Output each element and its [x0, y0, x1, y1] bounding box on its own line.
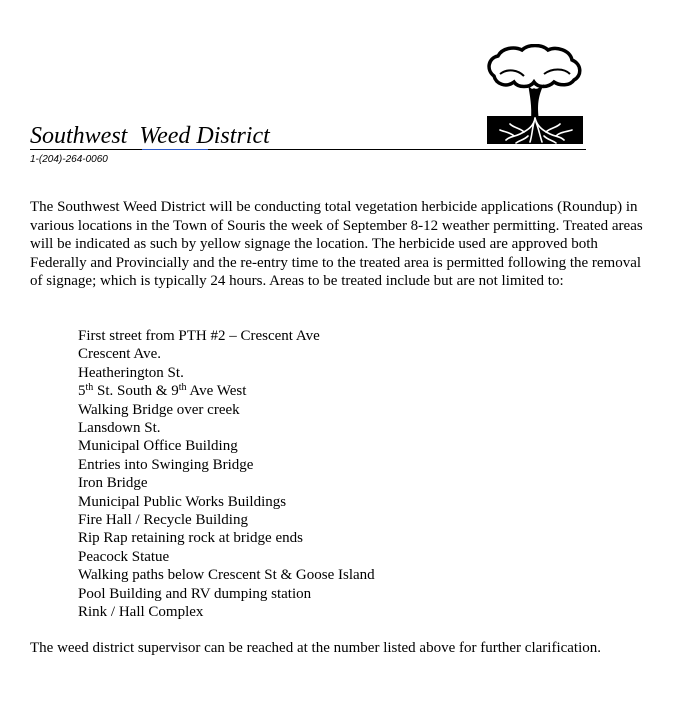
ordinal-suffix: th	[85, 382, 94, 394]
list-item: Municipal Public Works Buildings	[78, 493, 287, 510]
header-rule	[30, 149, 586, 150]
list-item: Peacock Statue	[78, 548, 170, 565]
list-item: Entries into Swinging Bridge	[78, 456, 254, 473]
closing-paragraph: The weed district supervisor can be reached at the number listed above for further clarification.	[30, 640, 602, 656]
list-item-part: St. South & 9	[93, 383, 179, 400]
list-item: Iron Bridge	[78, 475, 148, 492]
list-item: Pool Building and RV dumping station	[78, 585, 312, 602]
list-item: Rink / Hall Complex	[78, 604, 204, 621]
list-item-part: Ave West	[186, 383, 247, 400]
list-item: Lansdown St.	[78, 420, 161, 437]
intro-paragraph: The Southwest Weed District will be conducting total vegetation herbicide applications (Roundup) in various locations in the Town of Souris the week of September 8-12 weather permitting. Treated areas will be indicated as such by yellow signage the location. The herbicide used are approved both Federally and Provincially and the re-entry time to the treated area is permitted following the removal of signage; which is typically 24 hours. Areas to be treated include but are not limited to:	[30, 199, 643, 289]
header-accent-line	[142, 149, 208, 150]
tree-with-roots-logo	[484, 44, 586, 146]
list-item: Heatherington St.	[78, 364, 184, 381]
list-item	[78, 382, 375, 400]
district-title: Southwest Weed District	[30, 123, 270, 149]
location-list	[78, 327, 375, 622]
ordinal-suffix: th	[178, 382, 187, 394]
list-item-part: 5	[78, 383, 86, 400]
list-item: Crescent Ave.	[78, 346, 162, 363]
phone-number: 1-(204)-264-0060	[30, 154, 108, 165]
list-item: Rip Rap retaining rock at bridge ends	[78, 530, 303, 547]
list-item: Municipal Office Building	[78, 438, 238, 455]
list-item: Fire Hall / Recycle Building	[78, 512, 248, 529]
list-item: First street from PTH #2 – Crescent Ave	[78, 328, 320, 344]
list-item: Walking Bridge over creek	[78, 401, 240, 418]
list-item: Walking paths below Crescent St & Goose Island	[78, 567, 375, 584]
